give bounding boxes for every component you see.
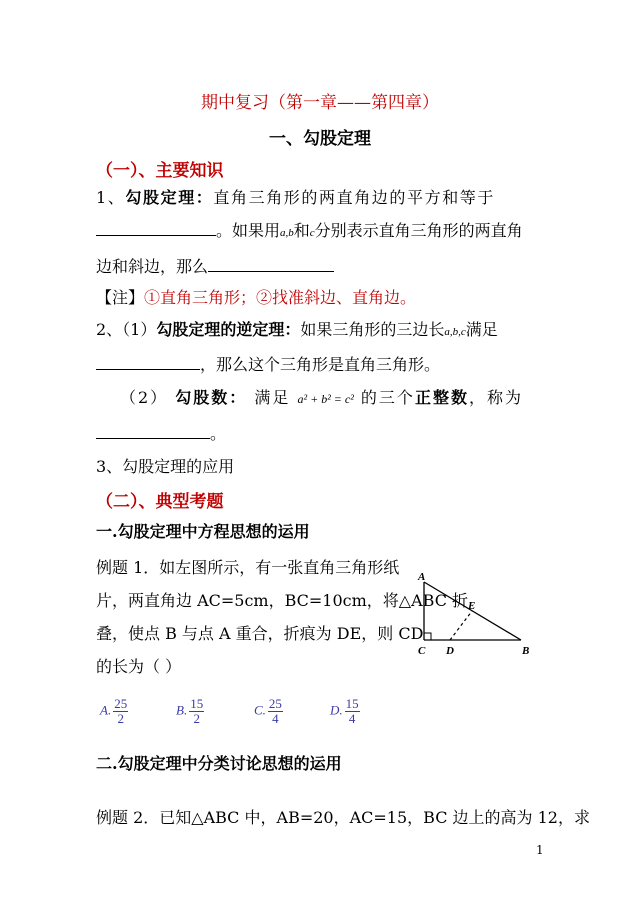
- item2b-text-b: 的三个: [360, 388, 415, 407]
- blank-field: [208, 253, 334, 272]
- item2b-line1: [120, 386, 523, 411]
- item1-line2: [96, 217, 523, 245]
- item1-num: 1、: [96, 188, 126, 207]
- label-c: C: [418, 645, 426, 657]
- fold-line-de: [450, 611, 472, 640]
- blank-field: [96, 420, 210, 439]
- option-d-numerator: 15: [345, 696, 359, 711]
- subheading-case-analysis: 二.勾股定理中分类讨论思想的运用: [96, 754, 342, 773]
- blank-field: [96, 217, 216, 236]
- label-e: E: [468, 600, 476, 612]
- option-a-denominator: 2: [117, 711, 124, 726]
- item2-vars: a,b,c: [444, 326, 466, 338]
- item3: 3、勾股定理的应用: [96, 457, 235, 476]
- label-b: B: [522, 645, 530, 657]
- note-prefix: 【注】: [96, 288, 145, 307]
- page-title: 期中复习（第一章——第四章）: [201, 93, 439, 113]
- item1-var-c: c: [309, 227, 315, 239]
- note-line: [96, 286, 416, 310]
- blank-field: [96, 351, 200, 370]
- item2-text-a: 如果三角形的三边长: [300, 320, 445, 339]
- subheading-equation-thinking: 一.勾股定理中方程思想的运用: [96, 522, 310, 541]
- note-text: ①直角三角形；②找准斜边、直角边。: [144, 288, 417, 307]
- item2-text-b: 满足: [465, 320, 498, 339]
- item1-and: 和: [293, 221, 310, 240]
- item1-text-b: 。如果用: [216, 221, 281, 240]
- item2b-term2: 正整数: [414, 388, 469, 407]
- triangle-figure: [410, 568, 540, 658]
- item2b-line2: [96, 420, 226, 446]
- item2-num: 2、（1）: [96, 320, 157, 339]
- option-c: [254, 697, 283, 726]
- option-a-numerator: 25: [114, 696, 128, 711]
- example1-line3: 叠，使点 B 与点 A 重合，折痕为 DE，则 CD: [96, 624, 424, 643]
- option-d: [330, 697, 360, 726]
- example1-line1: 例题 1．如左图所示，有一张直角三角形纸: [96, 558, 400, 577]
- option-c-numerator: 25: [268, 696, 282, 711]
- heading-main-knowledge: （一）、主要知识: [96, 161, 224, 181]
- item1-line3: [96, 253, 334, 279]
- label-a: A: [418, 571, 426, 583]
- item2-line1: [96, 318, 498, 344]
- item1-term: 勾股定理：: [125, 188, 214, 207]
- item2b-formula: a² + b² = c²: [297, 392, 354, 406]
- right-angle-mark: [424, 633, 431, 640]
- item1-text-c: 分别表示直角三角形的两直角: [314, 221, 523, 240]
- item2-text-c: ，那么这个三角形是直角三角形。: [200, 355, 441, 374]
- item2-term: 勾股定理的逆定理：: [156, 320, 301, 339]
- option-b-numerator: 15: [190, 696, 204, 711]
- item2b-text-a: 满足: [254, 388, 291, 407]
- item1-vars: a,b: [280, 227, 294, 239]
- example1-line4: 的长为（ ）: [96, 657, 182, 676]
- section-title: 一、勾股定理: [269, 129, 371, 149]
- heading-typical-problems: （二）、典型考题: [96, 492, 224, 512]
- option-d-denominator: 4: [348, 711, 356, 726]
- item2b-num: （2）: [120, 388, 169, 407]
- item1-text-d: 边和斜边，那么: [96, 257, 209, 276]
- item2b-term: 勾股数：: [175, 388, 248, 407]
- option-a-letter: A.: [100, 702, 112, 718]
- option-c-letter: C.: [254, 702, 266, 718]
- label-d: D: [446, 645, 454, 657]
- item1-text-a: 直角三角形的两直角边的平方和等于: [213, 188, 496, 207]
- example2-line1: 例题 2．已知△ABC 中，AB=20，AC=15，BC 边上的高为 12，求: [96, 808, 590, 827]
- item2b-text-c: ，称为: [468, 388, 523, 407]
- item2b-end: 。: [210, 424, 227, 443]
- option-b-letter: B.: [176, 702, 188, 718]
- item2-line2: [96, 351, 440, 377]
- example1-line2: 片，两直角边 AC=5cm，BC=10cm，将△ABC 折: [96, 591, 469, 610]
- page-number: 1: [536, 843, 544, 857]
- item1-line1: [96, 186, 495, 210]
- option-a: [100, 697, 128, 726]
- option-d-letter: D.: [330, 702, 343, 718]
- option-b-denominator: 2: [193, 711, 200, 726]
- option-c-denominator: 4: [272, 711, 279, 726]
- option-b: [176, 697, 204, 726]
